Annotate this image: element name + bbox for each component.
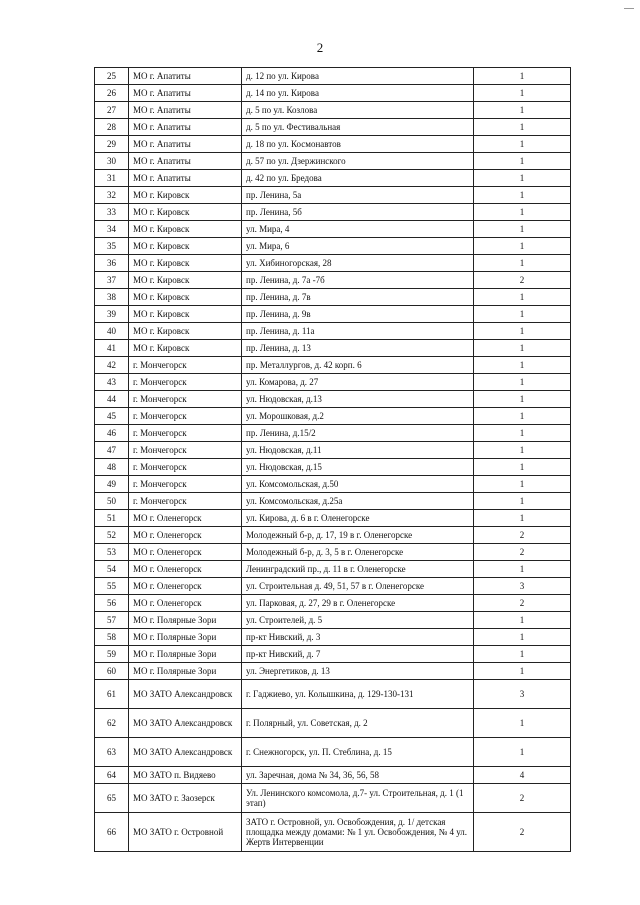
count-cell: 1 <box>474 289 571 306</box>
row-number: 34 <box>95 221 129 238</box>
row-number: 35 <box>95 238 129 255</box>
table-row <box>95 289 571 306</box>
count-cell: 2 <box>474 272 571 289</box>
table-row <box>95 425 571 442</box>
address-cell: д. 42 по ул. Бредова <box>242 170 474 187</box>
municipality-cell: МО ЗАТО г. Заозерск <box>129 784 242 813</box>
table-row <box>95 136 571 153</box>
address-cell: ул. Мира, 4 <box>242 221 474 238</box>
count-cell: 1 <box>474 153 571 170</box>
row-number: 41 <box>95 340 129 357</box>
table-row <box>95 738 571 767</box>
row-number: 36 <box>95 255 129 272</box>
count-cell: 1 <box>474 323 571 340</box>
table-row <box>95 813 571 852</box>
count-cell: 1 <box>474 306 571 323</box>
count-cell: 2 <box>474 784 571 813</box>
address-cell: пр. Ленина, д. 7а -7б <box>242 272 474 289</box>
table-row <box>95 595 571 612</box>
row-number: 51 <box>95 510 129 527</box>
municipality-cell: МО г. Кировск <box>129 221 242 238</box>
table-row <box>95 784 571 813</box>
table-row <box>95 340 571 357</box>
address-cell: ул. Комарова, д. 27 <box>242 374 474 391</box>
count-cell: 1 <box>474 476 571 493</box>
address-cell: ул. Заречная, дома № 34, 36, 56, 58 <box>242 767 474 784</box>
table-row <box>95 612 571 629</box>
row-number: 63 <box>95 738 129 767</box>
municipality-cell: МО г. Оленегорск <box>129 544 242 561</box>
count-cell: 1 <box>474 221 571 238</box>
count-cell: 1 <box>474 442 571 459</box>
count-cell: 4 <box>474 767 571 784</box>
table-row <box>95 629 571 646</box>
municipality-cell: МО г. Апатиты <box>129 85 242 102</box>
row-number: 57 <box>95 612 129 629</box>
table-row <box>95 85 571 102</box>
municipality-cell: МО г. Кировск <box>129 289 242 306</box>
row-number: 58 <box>95 629 129 646</box>
address-cell: Ленинградский пр., д. 11 в г. Оленегорске <box>242 561 474 578</box>
address-cell: пр. Ленина, 5а <box>242 187 474 204</box>
row-number: 44 <box>95 391 129 408</box>
address-cell: д. 5 по ул. Козлова <box>242 102 474 119</box>
address-cell: ул. Строителей, д. 5 <box>242 612 474 629</box>
table-row <box>95 255 571 272</box>
municipality-cell: МО г. Кировск <box>129 323 242 340</box>
table-row <box>95 153 571 170</box>
municipality-cell: МО г. Апатиты <box>129 119 242 136</box>
row-number: 65 <box>95 784 129 813</box>
table-row <box>95 561 571 578</box>
address-cell: ул. Энергетиков, д. 13 <box>242 663 474 680</box>
table-row <box>95 221 571 238</box>
municipality-cell: МО г. Апатиты <box>129 170 242 187</box>
address-cell: ул. Нюдовская, д.13 <box>242 391 474 408</box>
row-number: 40 <box>95 323 129 340</box>
count-cell: 1 <box>474 374 571 391</box>
row-number: 32 <box>95 187 129 204</box>
municipality-cell: МО ЗАТО г. Островной <box>129 813 242 852</box>
count-cell: 2 <box>474 813 571 852</box>
table-row <box>95 119 571 136</box>
row-number: 26 <box>95 85 129 102</box>
municipality-cell: г. Мончегорск <box>129 408 242 425</box>
row-number: 62 <box>95 709 129 738</box>
count-cell: 1 <box>474 425 571 442</box>
address-cell: пр-кт Нивский, д. 3 <box>242 629 474 646</box>
row-number: 50 <box>95 493 129 510</box>
count-cell: 1 <box>474 629 571 646</box>
count-cell: 1 <box>474 709 571 738</box>
count-cell: 1 <box>474 204 571 221</box>
table-row <box>95 578 571 595</box>
count-cell: 1 <box>474 68 571 85</box>
municipality-cell: МО г. Оленегорск <box>129 595 242 612</box>
municipality-cell: МО г. Кировск <box>129 340 242 357</box>
address-cell: ул. Нюдовская, д.11 <box>242 442 474 459</box>
count-cell: 1 <box>474 187 571 204</box>
table-row <box>95 663 571 680</box>
municipality-cell: МО г. Полярные Зори <box>129 612 242 629</box>
address-cell: ул. Комсомольская, д.50 <box>242 476 474 493</box>
page-number: 2 <box>316 40 324 55</box>
addresses-table <box>94 67 571 852</box>
row-number: 64 <box>95 767 129 784</box>
row-number: 56 <box>95 595 129 612</box>
municipality-cell: МО ЗАТО Александровск <box>129 709 242 738</box>
municipality-cell: г. Мончегорск <box>129 425 242 442</box>
municipality-cell: МО г. Апатиты <box>129 136 242 153</box>
table-row <box>95 391 571 408</box>
table-row <box>95 170 571 187</box>
table-row <box>95 459 571 476</box>
address-cell: Молодежный б-р, д. 3, 5 в г. Оленегорске <box>242 544 474 561</box>
address-cell: пр. Ленина, д.15/2 <box>242 425 474 442</box>
municipality-cell: МО ЗАТО Александровск <box>129 738 242 767</box>
row-number: 49 <box>95 476 129 493</box>
municipality-cell: МО г. Кировск <box>129 204 242 221</box>
table-row <box>95 68 571 85</box>
address-cell: ул. Нюдовская, д.15 <box>242 459 474 476</box>
count-cell: 1 <box>474 357 571 374</box>
address-cell: г. Снежногорск, ул. П. Стеблина, д. 15 <box>242 738 474 767</box>
count-cell: 1 <box>474 255 571 272</box>
table-row <box>95 408 571 425</box>
row-number: 38 <box>95 289 129 306</box>
municipality-cell: МО г. Кировск <box>129 306 242 323</box>
municipality-cell: МО г. Оленегорск <box>129 510 242 527</box>
address-cell: г. Полярный, ул. Советская, д. 2 <box>242 709 474 738</box>
municipality-cell: МО г. Полярные Зори <box>129 646 242 663</box>
table-row <box>95 544 571 561</box>
table-body <box>95 68 571 852</box>
row-number: 66 <box>95 813 129 852</box>
table-row <box>95 102 571 119</box>
municipality-cell: МО г. Оленегорск <box>129 527 242 544</box>
municipality-cell: МО г. Полярные Зори <box>129 629 242 646</box>
row-number: 48 <box>95 459 129 476</box>
address-cell: пр. Ленина, 5б <box>242 204 474 221</box>
table-row <box>95 323 571 340</box>
address-cell: пр-кт Нивский, д. 7 <box>242 646 474 663</box>
address-cell: д. 18 по ул. Космонавтов <box>242 136 474 153</box>
row-number: 55 <box>95 578 129 595</box>
address-cell: ул. Морошковая, д.2 <box>242 408 474 425</box>
table-row <box>95 527 571 544</box>
table-row <box>95 680 571 709</box>
row-number: 45 <box>95 408 129 425</box>
municipality-cell: г. Мончегорск <box>129 374 242 391</box>
row-number: 29 <box>95 136 129 153</box>
municipality-cell: г. Мончегорск <box>129 476 242 493</box>
table-row <box>95 476 571 493</box>
address-cell: д. 12 по ул. Кирова <box>242 68 474 85</box>
row-number: 47 <box>95 442 129 459</box>
address-cell: пр. Металлургов, д. 42 корп. 6 <box>242 357 474 374</box>
count-cell: 3 <box>474 578 571 595</box>
count-cell: 1 <box>474 119 571 136</box>
count-cell: 1 <box>474 170 571 187</box>
row-number: 27 <box>95 102 129 119</box>
count-cell: 1 <box>474 85 571 102</box>
row-number: 60 <box>95 663 129 680</box>
municipality-cell: г. Мончегорск <box>129 357 242 374</box>
municipality-cell: МО ЗАТО п. Видяево <box>129 767 242 784</box>
count-cell: 1 <box>474 738 571 767</box>
table-row <box>95 238 571 255</box>
address-cell: д. 5 по ул. Фестивальная <box>242 119 474 136</box>
municipality-cell: МО г. Кировск <box>129 238 242 255</box>
municipality-cell: г. Мончегорск <box>129 459 242 476</box>
address-cell: пр. Ленина, д. 13 <box>242 340 474 357</box>
count-cell: 1 <box>474 663 571 680</box>
address-cell: д. 57 по ул. Дзержинского <box>242 153 474 170</box>
count-cell: 1 <box>474 408 571 425</box>
table-row <box>95 272 571 289</box>
count-cell: 1 <box>474 561 571 578</box>
row-number: 42 <box>95 357 129 374</box>
count-cell: 1 <box>474 646 571 663</box>
municipality-cell: МО г. Кировск <box>129 255 242 272</box>
municipality-cell: МО г. Кировск <box>129 272 242 289</box>
count-cell: 2 <box>474 544 571 561</box>
table-row <box>95 187 571 204</box>
municipality-cell: г. Мончегорск <box>129 493 242 510</box>
address-cell: ул. Комсомольская, д.25а <box>242 493 474 510</box>
address-cell: д. 14 по ул. Кирова <box>242 85 474 102</box>
address-cell: пр. Ленина, д. 9в <box>242 306 474 323</box>
count-cell: 2 <box>474 595 571 612</box>
row-number: 39 <box>95 306 129 323</box>
row-number: 52 <box>95 527 129 544</box>
count-cell: 1 <box>474 238 571 255</box>
row-number: 25 <box>95 68 129 85</box>
address-cell: пр. Ленина, д. 7в <box>242 289 474 306</box>
table-row <box>95 493 571 510</box>
address-cell: Ул. Ленинского комсомола, д.7- ул. Строительная, д. 1 (1 этап) <box>242 784 474 813</box>
count-cell: 1 <box>474 340 571 357</box>
table-row <box>95 204 571 221</box>
row-number: 46 <box>95 425 129 442</box>
count-cell: 1 <box>474 136 571 153</box>
address-cell: ул. Кирова, д. 6 в г. Оленегорске <box>242 510 474 527</box>
address-cell: Молодежный б-р, д. 17, 19 в г. Оленегорске <box>242 527 474 544</box>
row-number: 43 <box>95 374 129 391</box>
count-cell: 1 <box>474 612 571 629</box>
municipality-cell: МО г. Полярные Зори <box>129 663 242 680</box>
table-row <box>95 306 571 323</box>
municipality-cell: МО г. Кировск <box>129 187 242 204</box>
municipality-cell: МО г. Апатиты <box>129 102 242 119</box>
table-row <box>95 646 571 663</box>
row-number: 33 <box>95 204 129 221</box>
row-number: 54 <box>95 561 129 578</box>
address-cell: ул. Строительная д. 49, 51, 57 в г. Оленегорске <box>242 578 474 595</box>
municipality-cell: г. Мончегорск <box>129 391 242 408</box>
count-cell: 1 <box>474 102 571 119</box>
count-cell: 2 <box>474 527 571 544</box>
table-row <box>95 767 571 784</box>
municipality-cell: г. Мончегорск <box>129 442 242 459</box>
count-cell: 1 <box>474 391 571 408</box>
municipality-cell: МО г. Оленегорск <box>129 578 242 595</box>
row-number: 59 <box>95 646 129 663</box>
table-row <box>95 709 571 738</box>
row-number: 53 <box>95 544 129 561</box>
table-row <box>95 374 571 391</box>
address-cell: ул. Парковая, д. 27, 29 в г. Оленегорске <box>242 595 474 612</box>
table-row <box>95 357 571 374</box>
address-cell: пр. Ленина, д. 11а <box>242 323 474 340</box>
row-number: 37 <box>95 272 129 289</box>
municipality-cell: МО ЗАТО Александровск <box>129 680 242 709</box>
row-number: 28 <box>95 119 129 136</box>
table-row <box>95 510 571 527</box>
municipality-cell: МО г. Апатиты <box>129 68 242 85</box>
municipality-cell: МО г. Апатиты <box>129 153 242 170</box>
row-number: 61 <box>95 680 129 709</box>
municipality-cell: МО г. Оленегорск <box>129 561 242 578</box>
row-number: 31 <box>95 170 129 187</box>
address-cell: ул. Хибиногорская, 28 <box>242 255 474 272</box>
table-row <box>95 442 571 459</box>
count-cell: 3 <box>474 680 571 709</box>
scan-speck <box>624 8 634 9</box>
count-cell: 1 <box>474 459 571 476</box>
row-number: 30 <box>95 153 129 170</box>
address-cell: ул. Мира, 6 <box>242 238 474 255</box>
address-cell: г. Гаджиево, ул. Колышкина, д. 129-130-131 <box>242 680 474 709</box>
address-cell: ЗАТО г. Островной, ул. Освобождения, д. 1/ детская площадка между домами: № 1 ул. Освобождения, № 4 ул. Жертв Интервенции <box>242 813 474 852</box>
count-cell: 1 <box>474 493 571 510</box>
count-cell: 1 <box>474 510 571 527</box>
